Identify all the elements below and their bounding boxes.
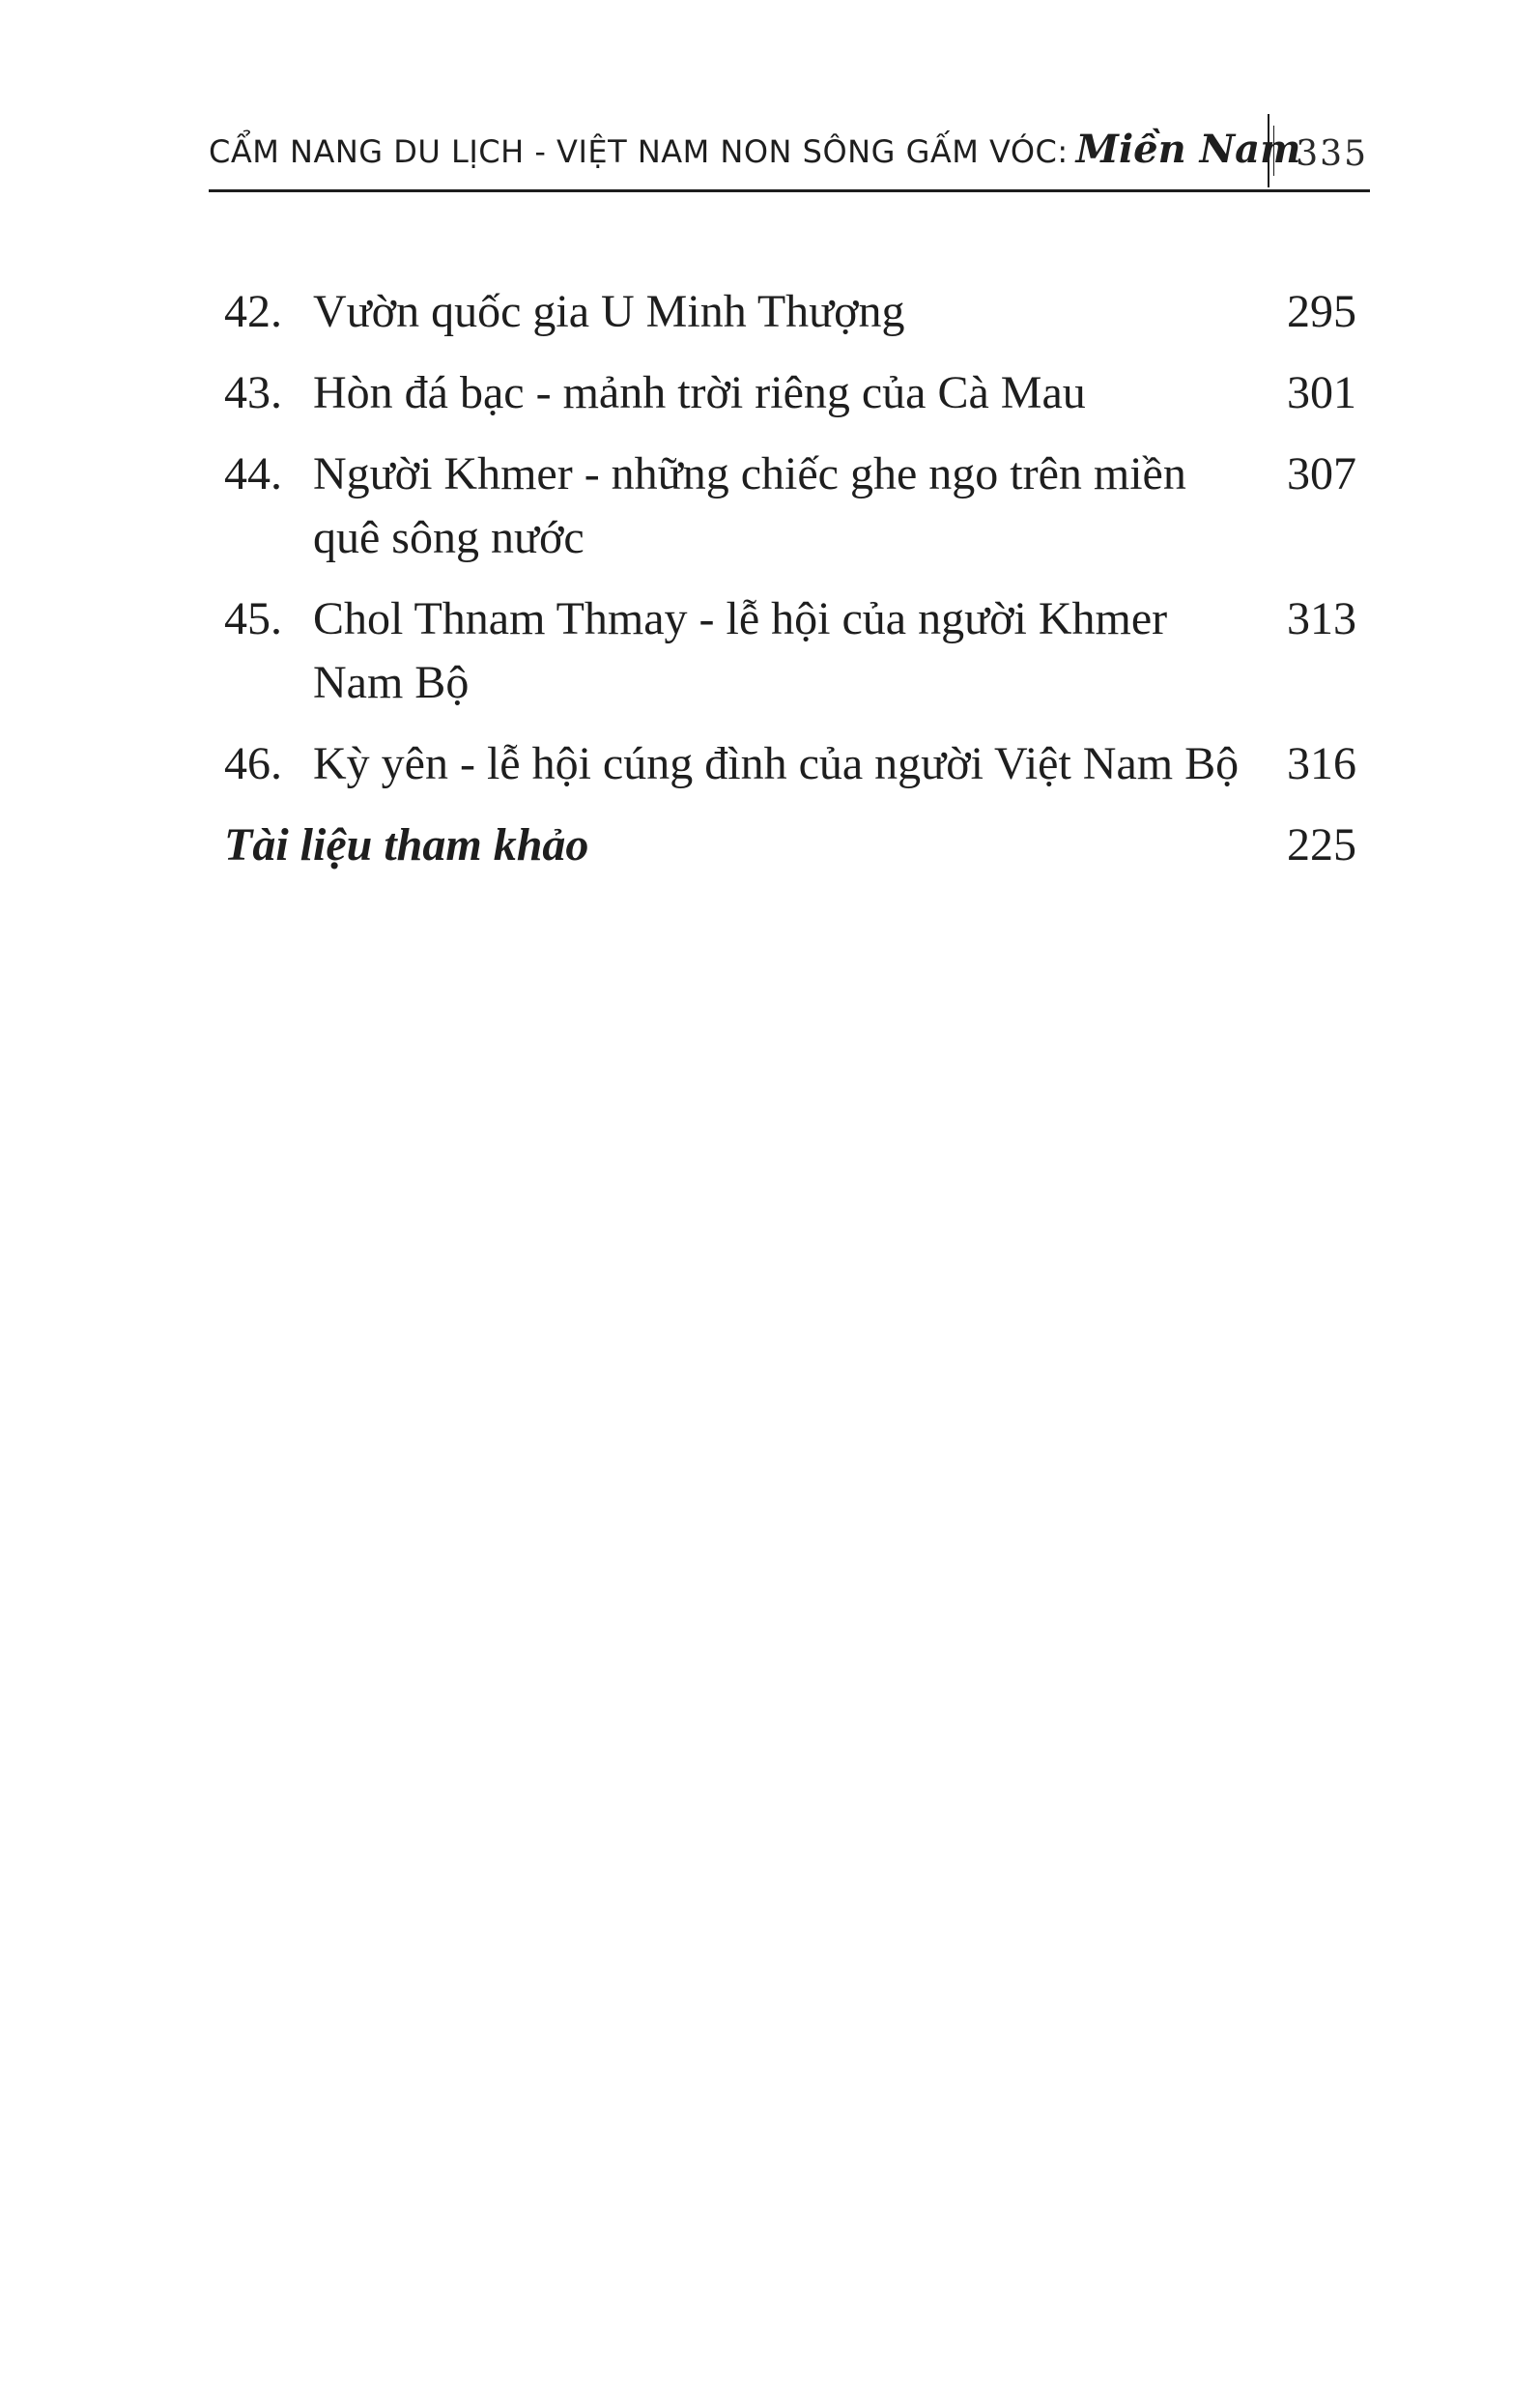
running-header [209, 114, 1370, 191]
running-header-title [209, 127, 1300, 172]
toc-entry-page: 301 [1287, 367, 1356, 418]
toc-entry[interactable] [224, 732, 1356, 796]
toc-entry[interactable] [224, 361, 1356, 425]
toc-entry-page: 307 [1287, 448, 1356, 499]
toc-entry-page: 313 [1287, 593, 1356, 644]
book-title: CẨM NANG DU LỊCH - VIỆT NAM NON SÔNG GẤM VÓC: [209, 133, 1069, 170]
toc-entry-page: 316 [1287, 738, 1356, 789]
toc-entry-number: 44. [224, 448, 282, 499]
toc-entry[interactable] [224, 587, 1356, 715]
toc-entry-title: Chol Thnam Thmay - lễ hội của người Khmer Nam Bộ [313, 593, 1168, 708]
book-subtitle-script: Miền Nam [1075, 127, 1301, 172]
toc-references[interactable] [224, 813, 1356, 877]
toc-entry-number: 46. [224, 738, 282, 789]
toc-entry-number: 42. [224, 286, 282, 337]
references-page: 225 [1287, 819, 1356, 870]
page-number: 335 [1296, 134, 1368, 174]
toc-entry-page: 295 [1287, 286, 1356, 337]
header-divider [1268, 114, 1269, 187]
toc-entry-title: Hòn đá bạc - mảnh trời riêng của Cà Mau [313, 367, 1086, 418]
table-of-contents [224, 280, 1356, 877]
toc-entry-title: Vườn quốc gia U Minh Thượng [313, 286, 905, 337]
toc-entry[interactable] [224, 442, 1356, 570]
references-title: Tài liệu tham khảo [224, 819, 589, 870]
toc-entry-title: Kỳ yên - lễ hội cúng đình của người Việt Nam Bộ [313, 738, 1240, 789]
toc-entry-number: 45. [224, 593, 282, 644]
toc-entry[interactable] [224, 280, 1356, 344]
header-rule [209, 189, 1370, 192]
toc-entry-title: Người Khmer - những chiếc ghe ngo trên miền quê sông nước [313, 448, 1186, 563]
toc-entry-number: 43. [224, 367, 282, 418]
